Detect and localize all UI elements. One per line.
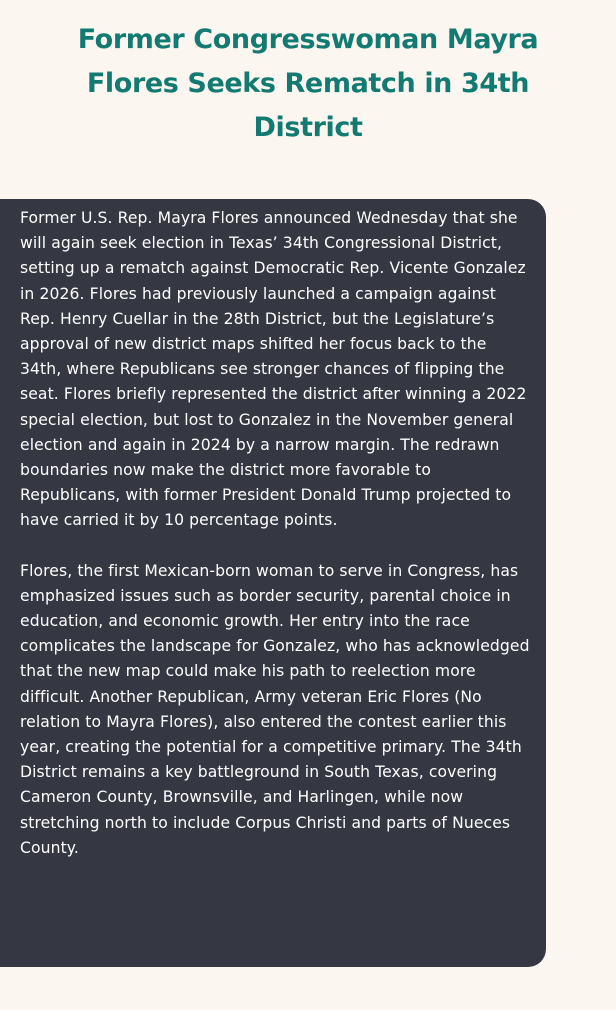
article-headline: Former Congresswoman Mayra Flores Seeks Rematch in 34th District <box>77 24 539 143</box>
article-body-card <box>0 199 546 967</box>
article-paragraph-1: Former U.S. Rep. Mayra Flores announced Wednesday that she will again seek election in Texas’ 34th Congressional District, setting up a rematch against Democratic Rep. Vicente Gonzalez in 2026. Flores had previously launched a campaign against Rep. Henry Cuellar in the 28th District, but the Legislature’s approval of new district maps shifted her focus back to the 34th, where Republicans see stronger chances of flipping the seat. Flores briefly represented the district after winning a 2022 special election, but lost to Gonzalez in the November general election and again in 2024 by a narrow margin. The redrawn boundaries now make the district more favorable to Republicans, with former President Donald Trump projected to have carried it by 10 percentage points. <box>20 209 527 530</box>
article-paragraph-2: Flores, the first Mexican-born woman to serve in Congress, has emphasized issues such as border security, parental choice in education, and economic growth. Her entry into the race complicates the landscape for Gonzalez, who has acknowledged that the new map could make his path to reelection more difficult. Another Republican, Army veteran Eric Flores (No relation to Mayra Flores), also entered the contest earlier this year, creating the potential for a competitive primary. The 34th District remains a key battleground in South Texas, covering Cameron County, Brownsville, and Harlingen, while now stretching north to include Corpus Christi and parts of Nueces County. <box>20 561 530 857</box>
